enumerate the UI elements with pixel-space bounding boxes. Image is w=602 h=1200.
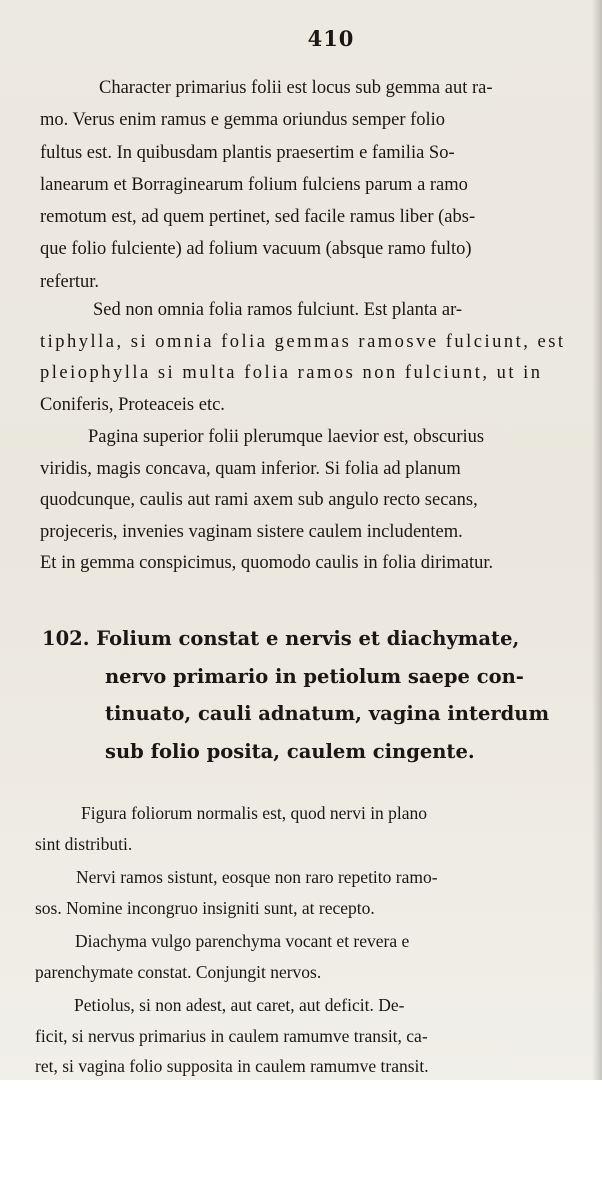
text-line: projeceris, invenies vaginam sistere caulem includentem. <box>40 521 463 542</box>
text-line: pleiophylla si multa folia ramos non fulciunt, ut in <box>40 363 543 383</box>
section-text: Folium constat e nervis et diachymate, <box>96 627 520 650</box>
section-102-heading <box>42 620 588 770</box>
paragraph-character-primarius <box>40 72 588 298</box>
text-line: Character primarius folii est locus sub gemma aut ra- <box>99 78 493 98</box>
text-line: parenchymate constat. Conjungit nervos. <box>35 961 322 982</box>
text-line: Coniferis, Proteaceis etc. <box>40 394 225 415</box>
paragraph-petiolus <box>35 990 585 1082</box>
text-line: Sed non omnia folia ramos fulciunt. Est planta ar- <box>93 300 463 320</box>
text-line: refertur. <box>40 271 100 292</box>
blank-area-below-page <box>0 1080 602 1200</box>
section-first-line <box>42 620 588 658</box>
text-line: tiphylla, si omnia folia gemmas ramosve fulciunt, est <box>40 331 566 352</box>
text-line: lanearum et Borraginearum folium fulciens parum a ramo <box>40 174 468 195</box>
text-line: fultus est. In quibusdam plantis praesertim e familia So- <box>40 142 455 163</box>
text-line: ret, si vagina folio supposita in caulem ramumve transit. <box>35 1056 429 1076</box>
text-line: ficit, si nervus primarius in caulem ramumve transit, ca- <box>35 1025 428 1046</box>
text-line: Pagina superior folii plerumque laevior est, obscurius <box>88 427 485 447</box>
text-line: Et in gemma conspicimus, quomodo caulis in folia dirimatur. <box>40 553 494 573</box>
text-line: mo. Verus enim ramus e gemma oriundus semper folio <box>40 110 446 131</box>
paragraph-diachyma <box>35 926 585 987</box>
page-number: 410 <box>307 26 355 51</box>
text-line: Nervi ramos sistunt, eosque non raro repetito ramo- <box>76 867 438 887</box>
text-line: Diachyma vulgo parenchyma vocant et revera e <box>75 931 410 951</box>
section-line: nervo primario in petiolum saepe con- <box>105 664 524 688</box>
paragraph-figura-foliorum <box>35 798 585 859</box>
page-gutter-shadow <box>592 0 602 1080</box>
paragraph-nervi <box>35 862 585 923</box>
text-line: viridis, magis concava, quam inferior. Si folia ad planum <box>40 458 461 479</box>
text-line: sos. Nomine incongruo insigniti sunt, at recepto. <box>35 897 375 918</box>
paragraph-pagina-superior <box>40 422 588 580</box>
section-number: 102. <box>42 627 90 650</box>
paragraph-sed-non-omnia <box>40 295 588 421</box>
section-line: sub folio posita, caulem cingente. <box>105 739 475 763</box>
section-line: tinuato, cauli adnatum, vagina interdum <box>105 702 550 725</box>
text-line: Figura foliorum normalis est, quod nervi in plano <box>81 803 428 823</box>
text-line: quodcunque, caulis aut rami axem sub angulo recto secans, <box>40 490 478 510</box>
text-line: sint distributi. <box>35 833 133 854</box>
text-line: Petiolus, si non adest, aut caret, aut deficit. De- <box>74 995 405 1015</box>
text-line: que folio fulciente) ad folium vacuum (absque ramo fulto) <box>40 239 472 260</box>
text-line: remotum est, ad quem pertinet, sed facile ramus liber (abs- <box>40 207 476 228</box>
